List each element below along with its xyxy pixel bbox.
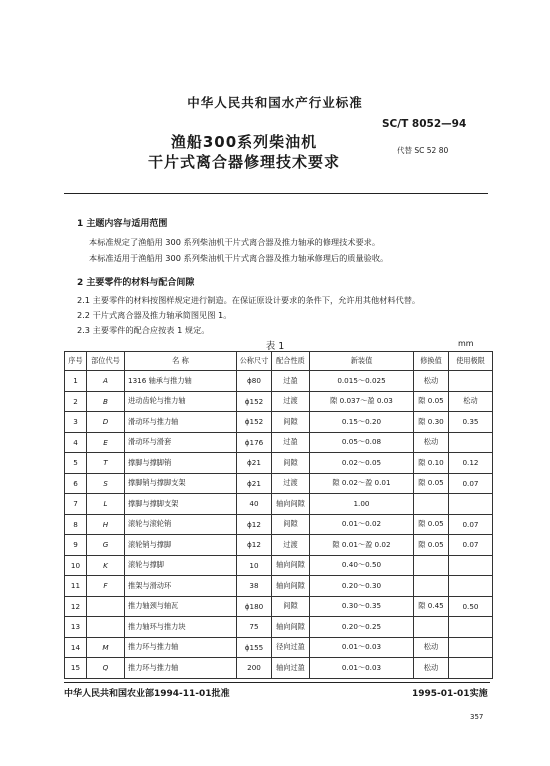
cell-code — [87, 617, 125, 638]
col-header-code: 部位代号 — [87, 352, 125, 371]
col-header-fit: 配合性质 — [272, 352, 310, 371]
table-unit: mm — [458, 339, 474, 348]
cell-size: ϕ21 — [237, 453, 272, 474]
cell-seq: 3 — [65, 412, 87, 433]
cell-limit: 0.12 — [449, 453, 493, 474]
cell-size: 10 — [237, 555, 272, 576]
cell-seq: 5 — [65, 453, 87, 474]
table-row — [65, 391, 493, 412]
cell-fit: 径向过盈 — [272, 637, 310, 658]
table-row — [65, 535, 493, 556]
cell-repair — [414, 555, 449, 576]
cell-seq: 10 — [65, 555, 87, 576]
col-header-new: 新装值 — [310, 352, 414, 371]
cell-fit: 轴向间隙 — [272, 555, 310, 576]
document-title-line1: 渔船300系列柴油机 — [170, 133, 318, 151]
cell-limit — [449, 555, 493, 576]
cell-size: ϕ12 — [237, 535, 272, 556]
cell-fit: 过渡 — [272, 535, 310, 556]
cell-size: ϕ180 — [237, 596, 272, 617]
cell-size: ϕ155 — [237, 637, 272, 658]
table-row — [65, 637, 493, 658]
cell-new: 0.15～0.20 — [310, 412, 414, 433]
section-1-heading: 1 主题内容与适用范围 — [77, 219, 168, 229]
cell-limit: 0.35 — [449, 412, 493, 433]
cell-size: ϕ152 — [237, 412, 272, 433]
table-row — [65, 555, 493, 576]
cell-size: 200 — [237, 658, 272, 679]
cell-size: ϕ12 — [237, 514, 272, 535]
cell-code: B — [87, 391, 125, 412]
table-row — [65, 412, 493, 433]
cell-new: 隙 0.02～盈 0.01 — [310, 473, 414, 494]
cell-seq: 7 — [65, 494, 87, 515]
table-row — [65, 473, 493, 494]
cell-fit: 间隙 — [272, 514, 310, 535]
cell-code: E — [87, 432, 125, 453]
table-row — [65, 514, 493, 535]
cell-seq: 14 — [65, 637, 87, 658]
cell-limit: 0.07 — [449, 514, 493, 535]
cell-name: 滚轮与滚轮销 — [125, 514, 237, 535]
col-header-size: 公称尺寸 — [237, 352, 272, 371]
document-title-line2: 干片式离合器修理技术要求 — [147, 153, 340, 171]
col-header-repair: 修换值 — [414, 352, 449, 371]
cell-fit: 过渡 — [272, 391, 310, 412]
table-body — [65, 371, 493, 679]
cell-seq: 9 — [65, 535, 87, 556]
cell-new: 0.20～0.25 — [310, 617, 414, 638]
cell-name: 撑脚与撑脚销 — [125, 453, 237, 474]
cell-repair: 隙 0.05 — [414, 391, 449, 412]
cell-seq: 2 — [65, 391, 87, 412]
table-row — [65, 576, 493, 597]
table-row — [65, 494, 493, 515]
approval-line: 中华人民共和国农业部1994-11-01批准 — [64, 689, 230, 699]
table-row — [65, 658, 493, 679]
cell-repair: 隙 0.05 — [414, 514, 449, 535]
cell-fit: 轴向过盈 — [272, 658, 310, 679]
cell-repair: 隙 0.10 — [414, 453, 449, 474]
cell-code: T — [87, 453, 125, 474]
cell-repair — [414, 576, 449, 597]
cell-new: 0.40～0.50 — [310, 555, 414, 576]
cell-new: 0.05～0.08 — [310, 432, 414, 453]
cell-name: 撑脚与撑脚支架 — [125, 494, 237, 515]
cell-code: H — [87, 514, 125, 535]
cell-new: 0.20～0.30 — [310, 576, 414, 597]
cell-new: 0.01～0.03 — [310, 637, 414, 658]
cell-repair: 隙 0.30 — [414, 412, 449, 433]
cell-new: 隙 0.037～盈 0.03 — [310, 391, 414, 412]
table-row — [65, 596, 493, 617]
col-header-limit: 使用极限 — [449, 352, 493, 371]
cell-code: Q — [87, 658, 125, 679]
cell-name: 推力轴环与推力块 — [125, 617, 237, 638]
table-row — [65, 617, 493, 638]
cell-size: 40 — [237, 494, 272, 515]
cell-name: 推力轴颈与轴瓦 — [125, 596, 237, 617]
cell-fit: 间隙 — [272, 453, 310, 474]
cell-limit — [449, 432, 493, 453]
cell-code: S — [87, 473, 125, 494]
table-row — [65, 453, 493, 474]
cell-code: M — [87, 637, 125, 658]
cell-repair — [414, 617, 449, 638]
cell-name: 撑脚销与撑脚支架 — [125, 473, 237, 494]
cell-code: A — [87, 371, 125, 392]
cell-size: ϕ80 — [237, 371, 272, 392]
cell-repair: 松动 — [414, 432, 449, 453]
cell-new: 0.015～0.025 — [310, 371, 414, 392]
cell-seq: 15 — [65, 658, 87, 679]
table-row — [65, 432, 493, 453]
cell-limit — [449, 371, 493, 392]
cell-code — [87, 596, 125, 617]
section-1-paragraph-1: 本标准规定了渔船用 300 系列柴油机干片式离合器及推力轴承的修理技术要求。 — [89, 237, 381, 247]
cell-limit — [449, 576, 493, 597]
cell-name: 进动齿轮与推力轴 — [125, 391, 237, 412]
cell-code: F — [87, 576, 125, 597]
clause-2-1: 2.1 主要零件的材料按图样规定进行制造。在保证原设计要求的条件下，允许用其他材料代替。 — [77, 295, 421, 305]
page-number: 357 — [470, 713, 484, 721]
header-divider — [64, 193, 488, 194]
cell-fit: 过盈 — [272, 371, 310, 392]
table-header-row — [65, 352, 493, 371]
cell-name: 滚轮销与撑脚 — [125, 535, 237, 556]
cell-limit: 松动 — [449, 391, 493, 412]
cell-limit — [449, 658, 493, 679]
cell-name: 推力环与推力轴 — [125, 637, 237, 658]
cell-name: 滑动环与滑套 — [125, 432, 237, 453]
cell-new: 0.30～0.35 — [310, 596, 414, 617]
cell-seq: 4 — [65, 432, 87, 453]
cell-name: 1316 轴承与推力轴 — [125, 371, 237, 392]
col-header-seq: 序号 — [65, 352, 87, 371]
cell-repair: 松动 — [414, 658, 449, 679]
footer-divider — [64, 682, 490, 683]
cell-code: G — [87, 535, 125, 556]
section-1-paragraph-2: 本标准适用于渔船用 300 系列柴油机干片式离合器及推力轴承修理后的质量验收。 — [89, 253, 389, 263]
fit-clearance-table — [64, 351, 493, 679]
cell-repair: 松动 — [414, 371, 449, 392]
table-title: 表 1 — [265, 341, 285, 352]
cell-limit — [449, 637, 493, 658]
cell-fit: 轴向间隙 — [272, 494, 310, 515]
cell-repair: 隙 0.45 — [414, 596, 449, 617]
cell-fit: 过盈 — [272, 432, 310, 453]
cell-name: 推力环与推力轴 — [125, 658, 237, 679]
cell-code: K — [87, 555, 125, 576]
cell-limit: 0.07 — [449, 473, 493, 494]
cell-fit: 间隙 — [272, 596, 310, 617]
cell-size: 38 — [237, 576, 272, 597]
col-header-name: 名 称 — [125, 352, 237, 371]
cell-repair: 隙 0.05 — [414, 473, 449, 494]
cell-repair: 隙 0.05 — [414, 535, 449, 556]
cell-fit: 轴向间隙 — [272, 617, 310, 638]
standard-type: 中华人民共和国水产行业标准 — [187, 95, 363, 110]
cell-seq: 13 — [65, 617, 87, 638]
cell-size: ϕ152 — [237, 391, 272, 412]
cell-limit: 0.50 — [449, 596, 493, 617]
cell-fit: 间隙 — [272, 412, 310, 433]
section-2-heading: 2 主要零件的材料与配合间隙 — [77, 278, 195, 288]
cell-limit — [449, 617, 493, 638]
cell-limit: 0.07 — [449, 535, 493, 556]
cell-name: 滚轮与撑脚 — [125, 555, 237, 576]
cell-new: 0.01～0.02 — [310, 514, 414, 535]
cell-seq: 1 — [65, 371, 87, 392]
cell-repair — [414, 494, 449, 515]
cell-size: ϕ21 — [237, 473, 272, 494]
cell-new: 0.01～0.03 — [310, 658, 414, 679]
table-row — [65, 371, 493, 392]
standard-code: SC/T 8052—94 — [382, 118, 467, 130]
implementation-date: 1995-01-01实施 — [412, 689, 488, 699]
cell-name: 滑动环与推力轴 — [125, 412, 237, 433]
cell-fit: 过渡 — [272, 473, 310, 494]
cell-seq: 11 — [65, 576, 87, 597]
cell-seq: 8 — [65, 514, 87, 535]
cell-code: L — [87, 494, 125, 515]
cell-new: 隙 0.01～盈 0.02 — [310, 535, 414, 556]
cell-limit — [449, 494, 493, 515]
cell-new: 0.02～0.05 — [310, 453, 414, 474]
cell-new: 1.00 — [310, 494, 414, 515]
cell-size: 75 — [237, 617, 272, 638]
clause-2-2: 2.2 干片式离合器及推力轴承简图见图 1。 — [77, 310, 232, 320]
cell-code: D — [87, 412, 125, 433]
cell-fit: 轴向间隙 — [272, 576, 310, 597]
cell-seq: 6 — [65, 473, 87, 494]
cell-repair: 松动 — [414, 637, 449, 658]
cell-name: 推架与滑动环 — [125, 576, 237, 597]
cell-seq: 12 — [65, 596, 87, 617]
replaces-note: 代替 SC 52 80 — [397, 146, 449, 155]
clause-2-3: 2.3 主要零件的配合应按表 1 规定。 — [77, 325, 210, 335]
cell-size: ϕ176 — [237, 432, 272, 453]
